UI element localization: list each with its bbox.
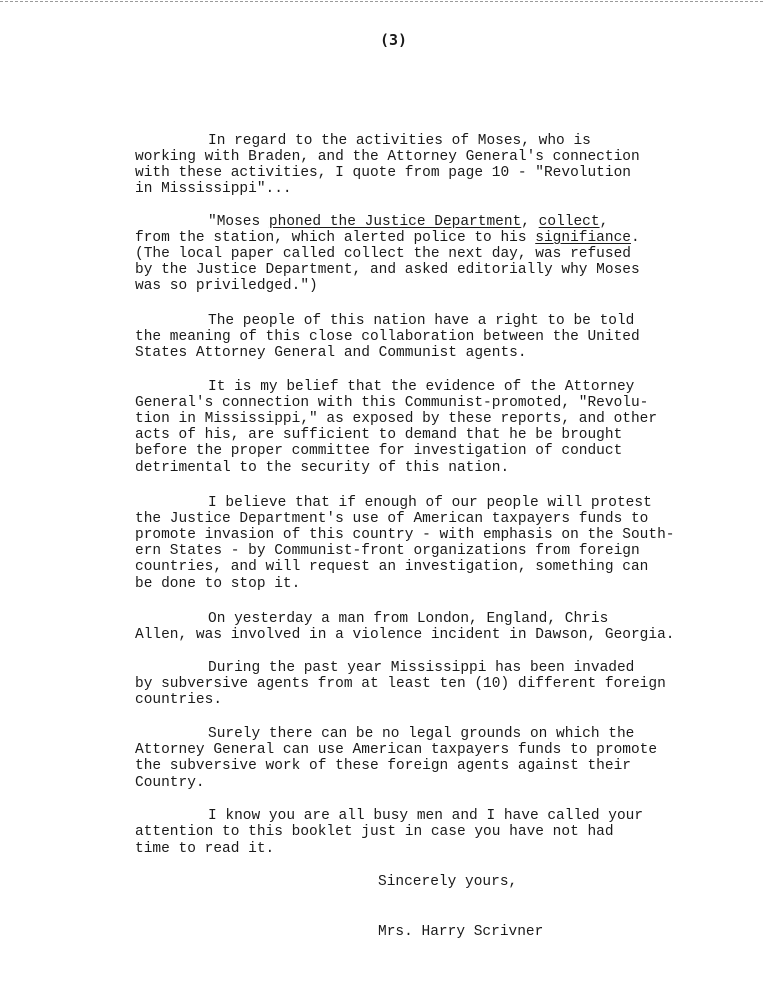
paragraph-1-line-4: in Mississippi"... bbox=[135, 181, 292, 197]
paragraph-1-line-1: In regard to the activities of Moses, who is bbox=[208, 133, 591, 149]
paragraph-3-line-3: States Attorney General and Communist agents. bbox=[135, 345, 527, 361]
paragraph-5-line-6: be done to stop it. bbox=[135, 576, 301, 592]
paragraph-4-line-6: detrimental to the security of this nation. bbox=[135, 460, 510, 476]
underlined-phrase-justice-department: phoned the Justice Department bbox=[268, 214, 522, 230]
paragraph-9-line-3: time to read it. bbox=[135, 841, 275, 857]
period-text: . bbox=[630, 230, 640, 246]
paragraph-6-line-1: On yesterday a man from London, England, Chris bbox=[208, 611, 609, 627]
paragraph-2-line-5: was so priviledged.") bbox=[135, 278, 318, 294]
paragraph-8-line-1: Surely there can be no legal grounds on which the bbox=[208, 726, 635, 742]
paragraph-2-line-1 bbox=[208, 214, 608, 230]
paragraph-4-line-1: It is my belief that the evidence of the Attorney bbox=[208, 379, 635, 395]
paragraph-2-line-2 bbox=[135, 230, 640, 246]
quote-open-text: "Moses bbox=[208, 214, 269, 230]
paragraph-1-line-3: with these activities, I quote from page 10 - "Revolution bbox=[135, 165, 631, 181]
paragraph-6-line-2: Allen, was involved in a violence incident in Dawson, Georgia. bbox=[135, 627, 675, 643]
paragraph-7-line-3: countries. bbox=[135, 692, 223, 708]
paragraph-9-line-2: attention to this booklet just in case you have not had bbox=[135, 824, 614, 840]
paragraph-9-line-1: I know you are all busy men and I have called your bbox=[208, 808, 644, 824]
underlined-word-collect: collect bbox=[538, 214, 600, 230]
comma-text: , bbox=[521, 214, 539, 230]
paragraph-2-line-4: by the Justice Department, and asked editorially why Moses bbox=[135, 262, 640, 278]
paragraph-4-line-2: General's connection with this Communist-promoted, "Revolu- bbox=[135, 395, 649, 411]
paragraph-5-line-5: countries, and will request an investigation, something can bbox=[135, 559, 649, 575]
paragraph-8-line-3: the subversive work of these foreign agents against their bbox=[135, 758, 631, 774]
paragraph-7-line-1: During the past year Mississippi has been invaded bbox=[208, 660, 635, 676]
top-dashed-rule bbox=[0, 1, 763, 2]
closing-text: Sincerely yours, bbox=[378, 874, 518, 890]
paragraph-3-line-2: the meaning of this close collaboration between the United bbox=[135, 329, 640, 345]
comma-text: , bbox=[599, 214, 609, 230]
page-number: (3) bbox=[380, 31, 408, 49]
paragraph-4-line-5: before the proper committee for investigation of conduct bbox=[135, 443, 623, 459]
paragraph-5-line-4: ern States - by Communist-front organizations from foreign bbox=[135, 543, 640, 559]
paragraph-2-line-3: (The local paper called collect the next day, was refused bbox=[135, 246, 631, 262]
paragraph-5-line-3: promote invasion of this country - with emphasis on the South- bbox=[135, 527, 675, 543]
paragraph-8-line-2: Attorney General can use American taxpayers funds to promote bbox=[135, 742, 658, 758]
paragraph-5-line-1: I believe that if enough of our people will protest bbox=[208, 495, 652, 511]
paragraph-4-line-3: tion in Mississippi," as exposed by these reports, and other bbox=[135, 411, 658, 427]
station-text: from the station, which alerted police to his bbox=[135, 230, 536, 246]
underlined-word-signifiance: signifiance bbox=[535, 230, 631, 246]
paragraph-7-line-2: by subversive agents from at least ten (10) different foreign bbox=[135, 676, 666, 692]
paragraph-4-line-4: acts of his, are sufficient to demand that he be brought bbox=[135, 427, 623, 443]
paragraph-5-line-2: the Justice Department's use of American taxpayers funds to bbox=[135, 511, 649, 527]
paragraph-8-line-4: Country. bbox=[135, 775, 205, 791]
paragraph-1-line-2: working with Braden, and the Attorney General's connection bbox=[135, 149, 640, 165]
signature-name: Mrs. Harry Scrivner bbox=[378, 924, 544, 940]
paragraph-3-line-1: The people of this nation have a right to be told bbox=[208, 313, 635, 329]
